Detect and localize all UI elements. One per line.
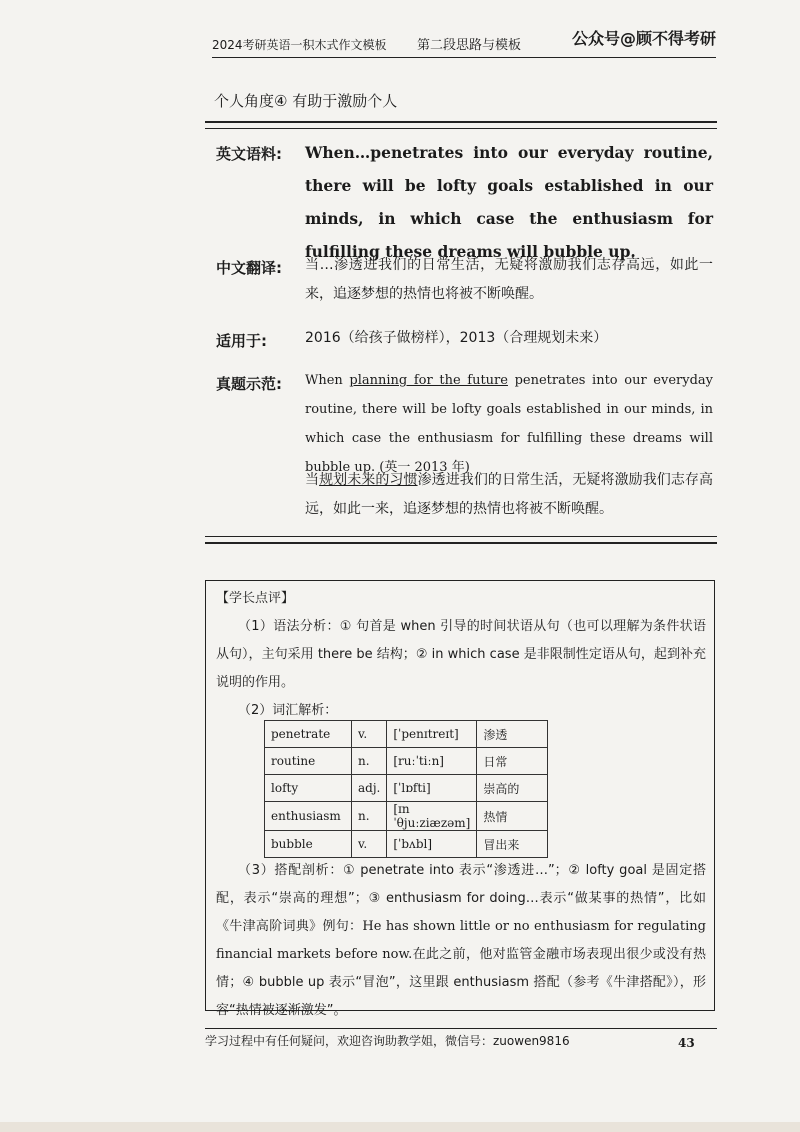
vocab-title: （2）词汇解析： bbox=[238, 703, 338, 718]
vocab-phonetic: [ˈlɒfti] bbox=[387, 775, 477, 802]
collocation-analysis bbox=[216, 857, 706, 1025]
grammar-analysis: （1）语法分析：① 句首是 when 引导的时间状语从句（也可以理解为条件状语从句），主句采用 there be 结构；② in which case 是非限制性定语从句，起到补充说明的作用。 bbox=[216, 619, 706, 690]
vocab-meaning: 热情 bbox=[477, 802, 548, 831]
vocab-table bbox=[264, 720, 548, 858]
example-cn-underlined: 规划未来的习惯 bbox=[319, 472, 418, 488]
header-left: 2024考研英语一积木式作文模板 bbox=[212, 38, 387, 52]
vocab-phonetic: [ɪnˈθjuːziæzəm] bbox=[387, 802, 477, 831]
vocab-meaning: 渗透 bbox=[477, 721, 548, 748]
collocation-part-2: 在此之前，他对监管金融市场表现出很少或没有热情；④ bubble up 表示“冒泡”，这里跟 enthusiasm 搭配（参考《牛津搭配》），形容“热情被逐渐激发”。 bbox=[216, 947, 706, 1018]
vocab-word: penetrate bbox=[265, 721, 352, 748]
example-cn-pre: 当 bbox=[305, 472, 320, 488]
example-label: 真题示范: bbox=[216, 375, 282, 393]
example-en-post: penetrates into our everyday routine, there will be lofty goals established in our minds, in which case the enthusiasm for fulfilling these dreams will bubble up. (英一 2013 年) bbox=[305, 373, 713, 475]
header-middle: 第二段思路与模板 bbox=[417, 38, 522, 53]
vocab-pos: v. bbox=[352, 831, 387, 858]
vocab-phonetic: [ruːˈtiːn] bbox=[387, 748, 477, 775]
vocab-pos: v. bbox=[352, 721, 387, 748]
example-cn-post: 渗透进我们的日常生活，无疑将激励我们志存高远，如此一来，追逐梦想的热情也将被不断唤醒。 bbox=[305, 472, 714, 517]
applicable-label: 适用于: bbox=[216, 332, 267, 350]
vocab-word: lofty bbox=[265, 775, 352, 802]
english-material-label: 英文语料: bbox=[216, 145, 282, 163]
footer-note: 学习过程中有任何疑问，欢迎咨询助教学姐，微信号：zuowen9816 bbox=[205, 1034, 570, 1048]
vocab-pos: adj. bbox=[352, 775, 387, 802]
vocab-word: routine bbox=[265, 748, 352, 775]
vocab-pos: n. bbox=[352, 748, 387, 775]
table-row bbox=[265, 721, 548, 748]
example-en-underlined: planning for the future bbox=[349, 373, 508, 388]
vocab-word: bubble bbox=[265, 831, 352, 858]
vocab-meaning: 日常 bbox=[477, 748, 548, 775]
example-chinese bbox=[305, 466, 713, 524]
vocab-meaning: 冒出来 bbox=[477, 831, 548, 858]
page-header bbox=[212, 26, 716, 56]
vocab-pos: n. bbox=[352, 802, 387, 831]
footer-divider bbox=[205, 1028, 717, 1029]
header-divider bbox=[212, 57, 716, 58]
collocation-part-1: （3）搭配剖析：① penetrate into 表示“渗透进…”；② lofty goal 是固定搭配，表示“崇高的理想”；③ enthusiasm for doing…表示“做某事的热情”，比如《牛津高阶词典》例句： bbox=[216, 863, 706, 934]
page-number: 43 bbox=[678, 1036, 695, 1050]
comment-title: 【学长点评】 bbox=[216, 591, 295, 606]
vocab-phonetic: [ˈbʌbl] bbox=[387, 831, 477, 858]
table-row bbox=[265, 831, 548, 858]
vocab-meaning: 崇高的 bbox=[477, 775, 548, 802]
example-en-pre: When bbox=[305, 373, 350, 388]
section-title: 个人角度④ 有助于激励个人 bbox=[214, 92, 398, 110]
chinese-translation: 当…渗透进我们的日常生活，无疑将激励我们志存高远，如此一来，追逐梦想的热情也将被不断唤醒。 bbox=[305, 257, 713, 302]
scan-edge bbox=[0, 1122, 800, 1132]
collocation-example-en: He has shown little or no enthusiasm for regulating financial markets before now. bbox=[216, 919, 706, 962]
applicable-years: 2016（给孩子做榜样），2013（合理规划未来） bbox=[305, 330, 608, 346]
vocab-phonetic: [ˈpenɪtreɪt] bbox=[387, 721, 477, 748]
bottom-double-rule bbox=[205, 536, 717, 544]
comment-box bbox=[205, 580, 715, 1018]
english-material: When…penetrates into our everyday routine, there will be lofty goals established in our minds, in which case the enthusiasm for fulfilling these dreams will bubble up. bbox=[305, 143, 713, 261]
vocab-word: enthusiasm bbox=[265, 802, 352, 831]
table-row bbox=[265, 802, 548, 831]
table-row bbox=[265, 748, 548, 775]
table-row bbox=[265, 775, 548, 802]
example-english bbox=[305, 366, 713, 482]
top-double-rule bbox=[205, 121, 717, 129]
header-right: 公众号@顾不得考研 bbox=[571, 29, 716, 48]
chinese-translation-label: 中文翻译: bbox=[216, 259, 282, 277]
